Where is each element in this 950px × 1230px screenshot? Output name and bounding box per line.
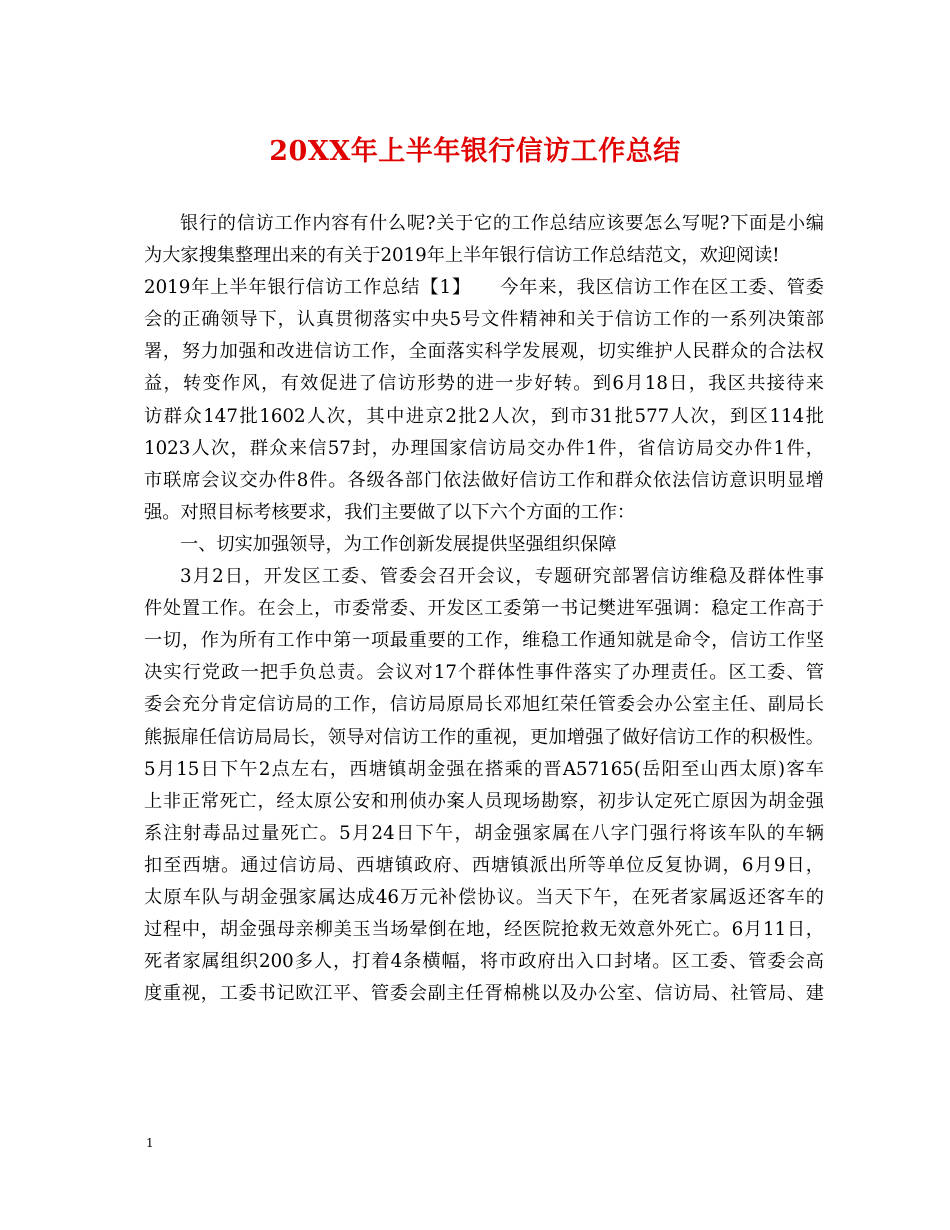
body-text-line: 5月15日下午2点左右，西塘镇胡金强在搭乘的晋A57165(岳阳至山西太原)客车 <box>144 758 824 780</box>
body-text-line: 太原车队与胡金强家属达成46万元补偿协议。当天下午，在死者家属返还客车的 <box>144 886 824 908</box>
body-text-line: 上非正常死亡，经太原公安和刑侦办案人员现场勘察，初步认定死亡原因为胡金强 <box>144 790 824 812</box>
body-text-line: 度重视，工委书记欧江平、管委会副主任胥棉桃以及办公室、信访局、社管局、建 <box>144 983 824 1005</box>
body-text-line: 扣至西塘。通过信访局、西塘镇政府、西塘镇派出所等单位反复协调，6月9日， <box>144 854 824 876</box>
body-text-line: 益，转变作风，有效促进了信访形势的进一步好转。到6月18日，我区共接待来 <box>144 373 824 395</box>
body-text-line: 强。对照目标考核要求，我们主要做了以下六个方面的工作： <box>144 501 636 523</box>
body-text-line: 署，努力加强和改进信访工作，全面落实科学发展观，切实维护人民群众的合法权 <box>144 341 824 363</box>
body-text-line: 2019年上半年银行信访工作总结【1】 今年来，我区信访工作在区工委、管委 <box>144 277 824 299</box>
body-text-line: 访群众147批1602人次，其中进京2批2人次，到市31批577人次，到区114批 <box>144 405 824 427</box>
body-text-line: 系注射毒品过量死亡。5月24日下午，胡金强家属在八字门强行将该车队的车辆 <box>144 822 824 844</box>
body-text-line: 过程中，胡金强母亲柳美玉当场晕倒在地，经医院抢救无效意外死亡。6月11日， <box>144 919 824 941</box>
body-text-line: 为大家搜集整理出来的有关于2019年上半年银行信访工作总结范文，欢迎阅读! <box>144 245 780 267</box>
body-text-line: 3月2日，开发区工委、管委会召开会议，专题研究部署信访维稳及群体性事 <box>180 566 824 588</box>
body-text-line: 死者家属组织200多人，打着4条横幅，将市政府出入口封堵。区工委、管委会高 <box>144 951 824 973</box>
body-text-line: 一切，作为所有工作中第一项最重要的工作，维稳工作通知就是命令，信访工作坚 <box>144 630 824 652</box>
body-text-line: 熊振扉任信访局局长，领导对信访工作的重视，更加增强了做好信访工作的积极性。 <box>144 726 824 748</box>
body-text-line: 银行的信访工作内容有什么呢?关于它的工作总结应该要怎么写呢?下面是小编 <box>180 213 824 234</box>
body-text-line: 件处置工作。在会上，市委常委、开发区工委第一书记樊进军强调：稳定工作高于 <box>144 598 824 620</box>
body-text-line: 决实行党政一把手负总责。会议对17个群体性事件落实了办理责任。区工委、管 <box>144 662 824 684</box>
body-text-line: 委会充分肯定信访局的工作，信访局原局长邓旭红荣任管委会办公室主任、副局长 <box>144 694 824 716</box>
document-body <box>144 208 824 1010</box>
document-title: 20XX年上半年银行信访工作总结 <box>269 136 681 167</box>
body-text-line: 一、切实加强领导，为工作创新发展提供坚强组织保障 <box>180 533 617 555</box>
body-text-line: 1023人次，群众来信57封，办理国家信访局交办件1件，省信访局交办件1件， <box>144 437 824 459</box>
body-text-line: 会的正确领导下，认真贯彻落实中央5号文件精神和关于信访工作的一系列决策部 <box>144 309 824 331</box>
body-text-line: 市联席会议交办件8件。各级各部门依法做好信访工作和群众依法信访意识明显增 <box>144 469 824 491</box>
page-number: 1 <box>146 1136 154 1150</box>
